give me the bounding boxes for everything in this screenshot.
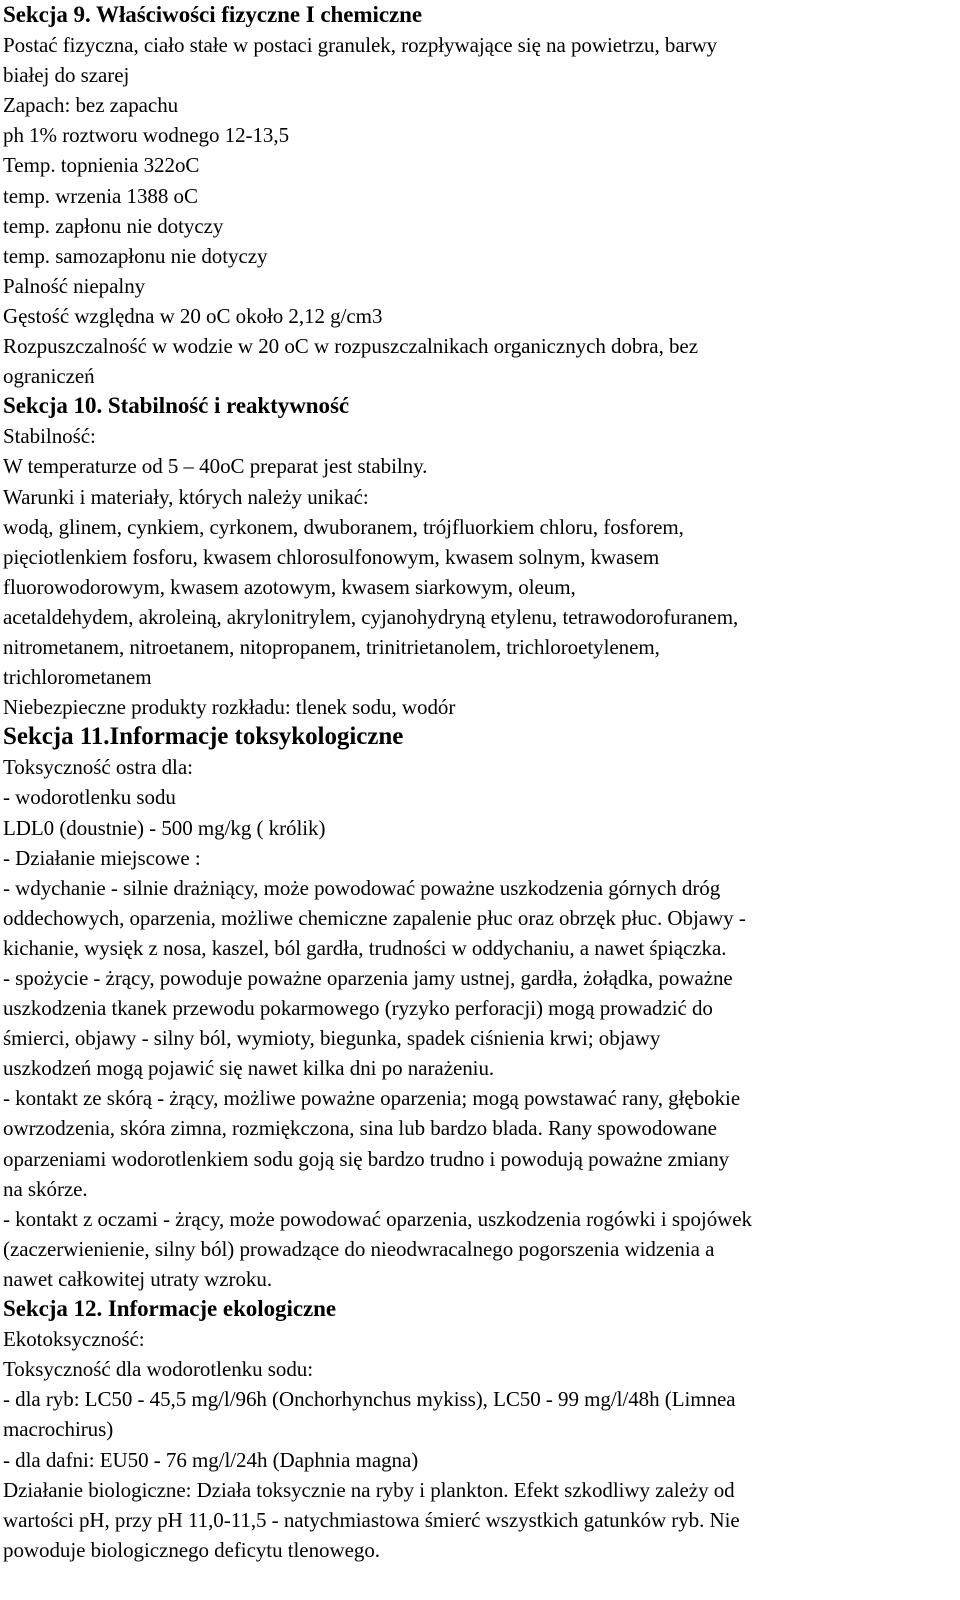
text-line: Rozpuszczalność w wodzie w 20 oC w rozpuszczalnikach organicznych dobra, bez xyxy=(3,334,698,359)
text-line: W temperaturze od 5 – 40oC preparat jest stabilny. xyxy=(3,454,428,479)
section-s12 xyxy=(3,1294,953,1565)
text-line: owrzodzenia, skóra zimna, rozmiękczona, sina lub bardzo blada. Rany spowodowane xyxy=(3,1116,717,1141)
text-line: temp. samozapłonu nie dotyczy xyxy=(3,243,268,268)
text-line: Warunki i materiały, których należy unikać: xyxy=(3,484,369,509)
document-page xyxy=(3,0,953,1565)
section-heading: Sekcja 9. Właściwości fizyczne I chemiczne xyxy=(3,2,423,27)
section-heading: Sekcja 11.Informacje toksykologiczne xyxy=(3,723,404,751)
section-heading: Sekcja 10. Stabilność i reaktywność xyxy=(3,393,350,419)
text-line: Ekotoksyczność: xyxy=(3,1327,145,1352)
text-line: powoduje biologicznego deficytu tlenowego. xyxy=(3,1537,380,1562)
section-heading: Sekcja 12. Informacje ekologiczne xyxy=(3,1296,337,1322)
text-line: - wdychanie - silnie drażniący, może powodować poważne uszkodzenia górnych dróg xyxy=(3,875,721,900)
text-line: Postać fizyczna, ciało stałe w postaci granulek, rozpływające się na powietrzu, barwy xyxy=(3,33,718,58)
text-line: - wodorotlenku sodu xyxy=(3,785,176,810)
text-line: acetaldehydem, akroleiną, akrylonitrylem, cyjanohydryną etylenu, tetrawodorofuranem, xyxy=(3,604,739,629)
text-line: trichlorometanem xyxy=(3,665,152,690)
text-line: ograniczeń xyxy=(3,364,95,389)
section-s9 xyxy=(3,0,953,391)
text-line: wartości pH, przy pH 11,0-11,5 - natychmiastowa śmierć wszystkich gatunków ryb. Nie xyxy=(3,1507,740,1532)
text-line: - kontakt ze skórą - żrący, możliwe poważne oparzenia; mogą powstawać rany, głębokie xyxy=(3,1086,741,1111)
text-line: pięciotlenkiem fosforu, kwasem chlorosulfonowym, kwasem solnym, kwasem xyxy=(3,544,660,569)
text-line: ph 1% roztworu wodnego 12-13,5 xyxy=(3,123,290,148)
text-line: uszkodzenia tkanek przewodu pokarmowego (ryzyko perforacji) mogą prowadzić do xyxy=(3,996,713,1021)
text-line: oddechowych, oparzenia, możliwe chemiczne zapalenie płuc oraz obrzęk płuc. Objawy - xyxy=(3,905,746,930)
text-line: Palność niepalny xyxy=(3,273,146,298)
text-line: śmierci, objawy - silny ból, wymioty, biegunka, spadek ciśnienia krwi; objawy xyxy=(3,1026,661,1051)
text-line: Gęstość względna w 20 oC około 2,12 g/cm3 xyxy=(3,303,383,328)
text-line: oparzeniami wodorotlenkiem sodu goją się bardzo trudno i powodują poważne zmiany xyxy=(3,1146,730,1171)
text-line: Toksyczność ostra dla: xyxy=(3,755,193,780)
text-line: nitrometanem, nitroetanem, nitopropanem, trinitrietanolem, trichloroetylenem, xyxy=(3,634,660,659)
text-line: Zapach: bez zapachu xyxy=(3,93,179,118)
text-line: (zaczerwienienie, silny ból) prowadzące do nieodwracalnego pogorszenia widzenia a xyxy=(3,1236,715,1261)
text-line: Niebezpieczne produkty rozkładu: tlenek sodu, wodór xyxy=(3,695,456,720)
text-line: na skórze. xyxy=(3,1176,88,1201)
text-line: temp. zapłonu nie dotyczy xyxy=(3,213,224,238)
text-line: fluorowodorowym, kwasem azotowym, kwasem siarkowym, oleum, xyxy=(3,574,576,599)
text-line: - spożycie - żrący, powoduje poważne oparzenia jamy ustnej, gardła, żołądka, poważne xyxy=(3,966,733,990)
text-line: - dla ryb: LC50 - 45,5 mg/l/96h (Onchorhynchus mykiss), LC50 - 99 mg/l/48h (Limnea xyxy=(3,1387,736,1412)
text-line: Temp. topnienia 322oC xyxy=(3,153,200,178)
text-line: temp. wrzenia 1388 oC xyxy=(3,183,198,208)
text-line: - kontakt z oczami - żrący, może powodować oparzenia, uszkodzenia rogówki i spojówek xyxy=(3,1206,752,1231)
text-line: białej do szarej xyxy=(3,63,130,88)
section-s10 xyxy=(3,391,953,722)
text-line: LDL0 (doustnie) - 500 mg/kg ( królik) xyxy=(3,815,326,840)
text-line: Toksyczność dla wodorotlenku sodu: xyxy=(3,1357,314,1382)
text-line: - dla dafni: EU50 - 76 mg/l/24h (Daphnia magna) xyxy=(3,1447,419,1472)
section-s11 xyxy=(3,722,953,1294)
text-line: wodą, glinem, cynkiem, cyrkonem, dwuboranem, trójfluorkiem chloru, fosforem, xyxy=(3,514,684,539)
text-line: kichanie, wysięk z nosa, kaszel, ból gardła, trudności w oddychaniu, a nawet śpiączka. xyxy=(3,935,727,960)
text-line: uszkodzeń mogą pojawić się nawet kilka dni po narażeniu. xyxy=(3,1056,495,1081)
text-line: - Działanie miejscowe : xyxy=(3,845,201,870)
text-line: macrochirus) xyxy=(3,1417,114,1442)
text-line: Działanie biologiczne: Działa toksycznie na ryby i plankton. Efekt szkodliwy zależy od xyxy=(3,1477,735,1502)
text-line: nawet całkowitej utraty wzroku. xyxy=(3,1266,273,1291)
text-line: Stabilność: xyxy=(3,424,96,449)
